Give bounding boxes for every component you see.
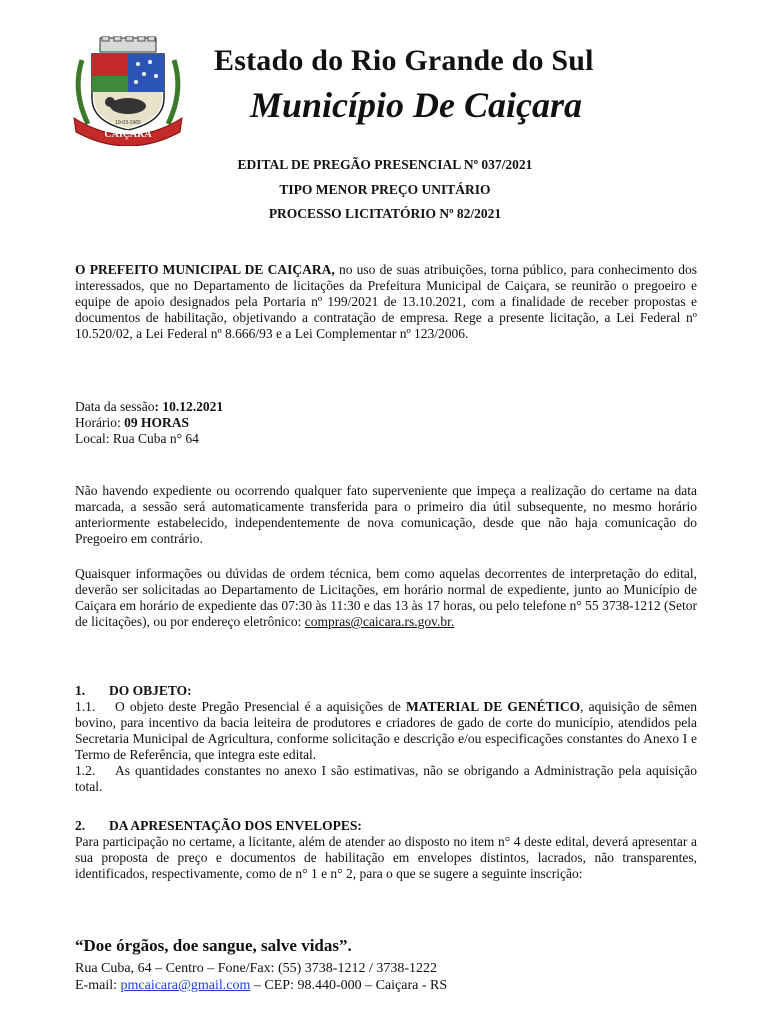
municipality-title: Município De Caiçara xyxy=(250,85,583,125)
section-2-text: Para participação no certame, a licitante, além de atender ao disposto no item n° 4 deste edital, deverá apresentar a sua proposta de preço e documentos de habilitação em envelopes distintos, lacrados, não transparentes, identificados, respectivamente, como de n° 1 e n° 2, para o que se sugere a seguinte inscrição: xyxy=(75,834,697,881)
state-title: Estado do Rio Grande do Sul xyxy=(214,44,594,77)
item-1-1: 1.1. O objeto deste Pregão Presencial é a aquisições de MATERIAL DE GENÉTICO, aquisição de sêmen bovino, para incentivo da bacia leiteira de produtores e criadores de gado de corte do município, atendidos pela Secretaria Municipal de Agricultura, conforme solicitação e descrição e/ou especificações constantes do Anexo I e Termo de Referência, que integra este edital. xyxy=(75,699,698,762)
footer-email-link[interactable]: pmcaicara@gmail.com xyxy=(120,978,251,993)
section-1-heading: 1. DO OBJETO: xyxy=(75,683,192,698)
footer-slogan: “Doe órgãos, doe sangue, salve vidas”. xyxy=(75,936,352,955)
session-time: Horário: 09 HORAS xyxy=(75,415,189,430)
section-2-heading: 2. DA APRESENTAÇÃO DOS ENVELOPES: xyxy=(75,818,362,833)
intro-paragraph xyxy=(75,262,697,342)
info-paragraph: Quaisquer informações ou dúvidas de ordem técnica, bem como aquelas decorrentes de interpretação do edital, deverão ser solicitadas ao Departamento de Licitações, em horário normal de expediente, junto ao Município de Caiçara em horário de expediente das 07:30 às 11:30 e das 13 às 17 horas, ou pelo telefone n° 55 3738-1212 (Setor de licitações), ou por endereço eletrônico: compras@caicara.rs.gov.br. xyxy=(75,566,697,629)
session-date: Data da sessão: 10.12.2021 xyxy=(75,399,224,414)
footer-address: Rua Cuba, 64 – Centro – Fone/Fax: (55) 3738-1212 / 3738-1222 xyxy=(75,961,438,976)
footer-contact: E-mail: pmcaicara@gmail.com – CEP: 98.440-000 – Caiçara - RS xyxy=(75,978,448,993)
svg-text:CAIÇARA: CAIÇARA xyxy=(104,129,152,140)
item-1-2: 1.2. As quantidades constantes no anexo I são estimativas, não se obrigando a Administração pela aquisição total. xyxy=(75,763,697,794)
section-envelopes xyxy=(75,818,697,882)
edital-title: EDITAL DE PREGÃO PRESENCIAL Nº 037/2021 xyxy=(237,157,533,172)
contact-email-link[interactable]: compras@caicara.rs.gov.br. xyxy=(304,614,455,629)
processo-title: PROCESSO LICITATÓRIO Nº 82/2021 xyxy=(268,206,502,221)
page-footer xyxy=(75,936,715,994)
session-place: Local: Rua Cuba n° 64 xyxy=(75,431,199,446)
svg-text:19-03-1965: 19-03-1965 xyxy=(115,120,141,126)
tipo-title: TIPO MENOR PREÇO UNITÁRIO xyxy=(279,182,491,197)
session-info xyxy=(75,399,697,447)
section-objeto xyxy=(75,683,697,795)
intro-text: no uso de suas atribuições, torna público, para conhecimento dos interessados, que no Departamento de licitações da Prefeitura Municipal de Caiçara, se reunirão o pregoeiro e equipe de apoio designados pela Portaria nº 199/2021 de 13.10.2021, com a finalidade de receber propostas e documentos de habilitação, objetivando a contratação de empresa. Rege a presente licitação, a Lei Federal nº 10.520/02, a Lei Federal nº 8.666/93 e a Lei Complementar nº 123/2006. xyxy=(75,262,697,341)
no-expedient-paragraph: Não havendo expediente ou ocorrendo qualquer fato superveniente que impeça a realização do certame na data marcada, a sessão será automaticamente transferida para o primeiro dia útil subsequente, no mesmo horário anteriormente estabelecido, independentemente de nova comunicação, desde que não haja comunicação do Pregoeiro em contrário. xyxy=(75,483,697,546)
intro-lead: O PREFEITO MUNICIPAL DE CAIÇARA, xyxy=(75,262,335,277)
municipal-crest-logo xyxy=(70,36,186,146)
